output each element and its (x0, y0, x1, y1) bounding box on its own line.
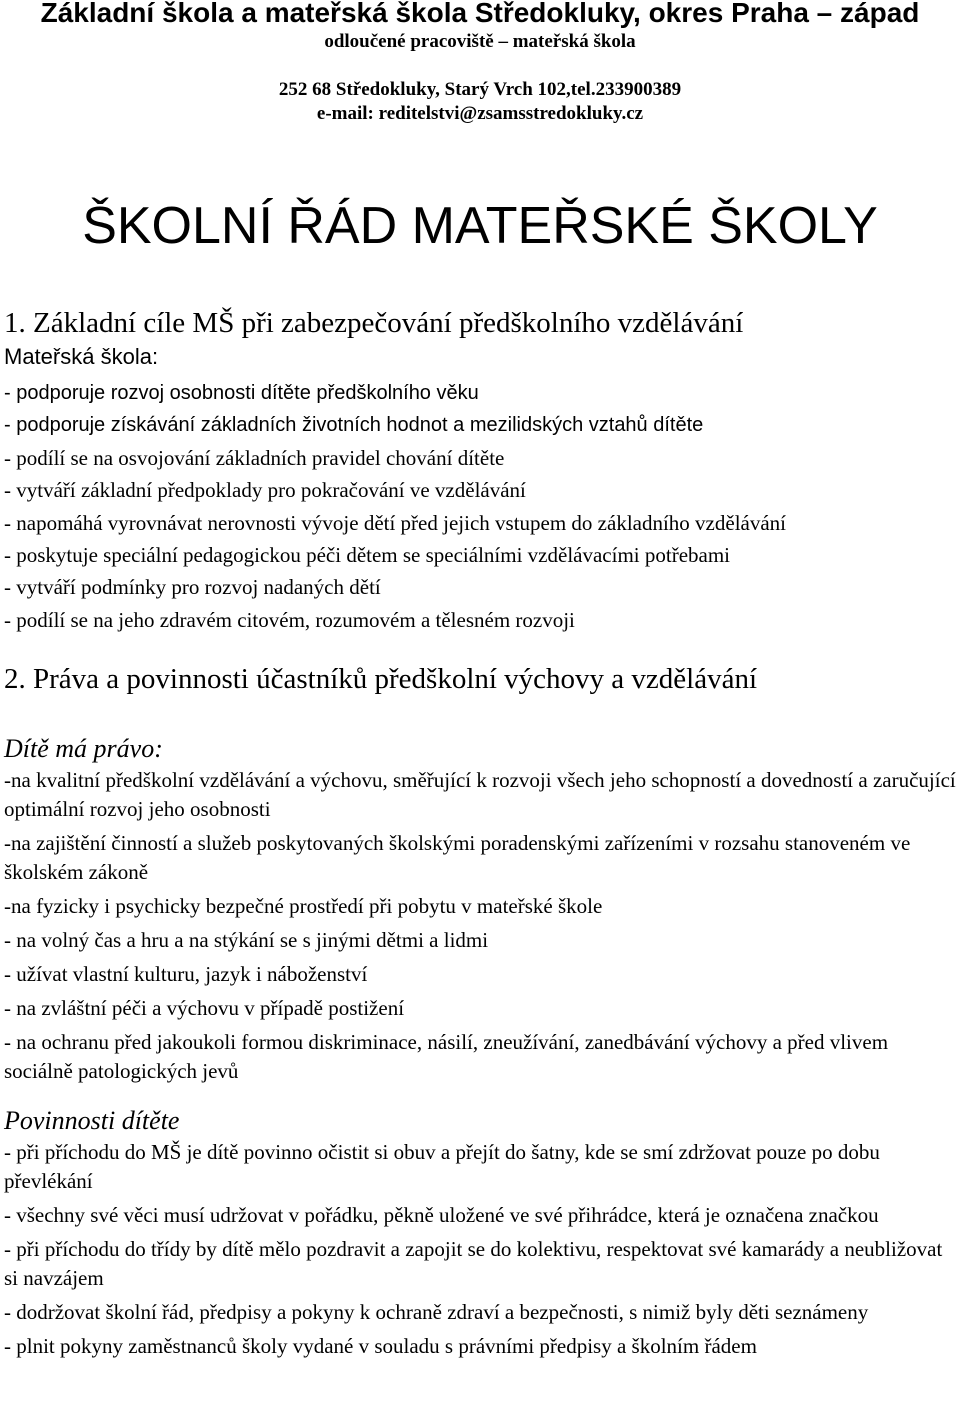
section-2-heading: 2. Práva a povinnosti účastníků předškolní výchovy a vzdělávání (4, 663, 758, 695)
section-1-list (4, 377, 960, 636)
branch-name: odloučené pracoviště – mateřská škola (324, 31, 636, 52)
list-item: - užívat vlastní kulturu, jazyk i náboženství (4, 962, 368, 986)
list-item: - podílí se na jeho zdravém citovém, rozumovém a tělesném rozvoji (4, 607, 575, 632)
list-item: -na kvalitní předškolní vzdělávání a výchovu, směřující k rozvoji všech jeho schopností a dovedností a zaručující optimální rozvoj jeho osobnosti (4, 768, 956, 821)
list-item: - vytváří základní předpoklady pro pokračování ve vzdělávání (4, 478, 526, 503)
list-item: - podílí se na osvojování základních pravidel chování dítěte (4, 445, 505, 470)
document-title: ŠKOLNÍ ŘÁD MATEŘSKÉ ŠKOLY (82, 197, 878, 255)
list-item: - dodržovat školní řád, předpisy a pokyny k ochraně zdraví a bezpečnosti, s nimiž byly děti seznámeny (4, 1300, 869, 1324)
school-name: Základní škola a mateřská škola Středokluky, okres Praha – západ (40, 0, 920, 28)
duties-list (4, 1138, 960, 1366)
rights-list (4, 766, 960, 1091)
school-address: 252 68 Středokluky, Starý Vrch 102,tel.233900389 (278, 79, 682, 100)
list-item: - při příchodu do třídy by dítě mělo pozdravit a zapojit se do kolektivu, respektovat své kamarády a neubližovat si navzájem (4, 1237, 943, 1290)
rights-heading: Dítě má právo: (4, 734, 163, 763)
section-1-heading: 1. Základní cíle MŠ při zabezpečování předškolního vzdělávání (4, 307, 744, 339)
duties-heading: Povinnosti dítěte (4, 1106, 180, 1135)
list-item: - napomáhá vyrovnávat nerovnosti vývoje dětí před jejich vstupem do základního vzdělávání (4, 510, 787, 535)
list-item: -na fyzicky i psychicky bezpečné prostředí při pobytu v mateřské škole (4, 894, 603, 918)
list-item: - plnit pokyny zaměstnanců školy vydané v souladu s právními předpisy a školním řádem (4, 1334, 757, 1358)
list-item: - podporuje získávání základních životních hodnot a mezilidských vztahů dítěte (4, 414, 704, 437)
list-item: - podporuje rozvoj osobnosti dítěte předškolního věku (4, 382, 479, 404)
list-item: -na zajištění činností a služeb poskytovaných školskými poradenskými zařízeními v rozsahu stanoveném ve školském zákoně (4, 831, 911, 884)
list-item: - na volný čas a hru a na stýkání se s jinými dětmi a lidmi (4, 928, 489, 952)
list-item: - na zvláštní péči a výchovu v případě postižení (4, 996, 405, 1020)
school-email: e-mail: reditelstvi@zsamsstredokluky.cz (316, 103, 644, 124)
list-item: - při příchodu do MŠ je dítě povinno očistit si obuv a přejít do šatny, kde se smí zdržovat pouze po dobu převlékání (4, 1140, 880, 1193)
list-item: - poskytuje speciální pedagogickou péči dětem se speciálními vzdělávacími potřebami (4, 543, 731, 568)
list-item: - na ochranu před jakoukoli formou diskriminace, násilí, zneužívání, zanedbávání výchovy a před vlivem sociálně patologických jevů (4, 1030, 889, 1083)
list-item: - vytváří podmínky pro rozvoj nadaných dětí (4, 575, 381, 600)
section-1-intro: Mateřská škola: (4, 344, 159, 369)
list-item: - všechny své věci musí udržovat v pořádku, pěkně uložené ve své přihrádce, která je označena značkou (4, 1203, 879, 1227)
